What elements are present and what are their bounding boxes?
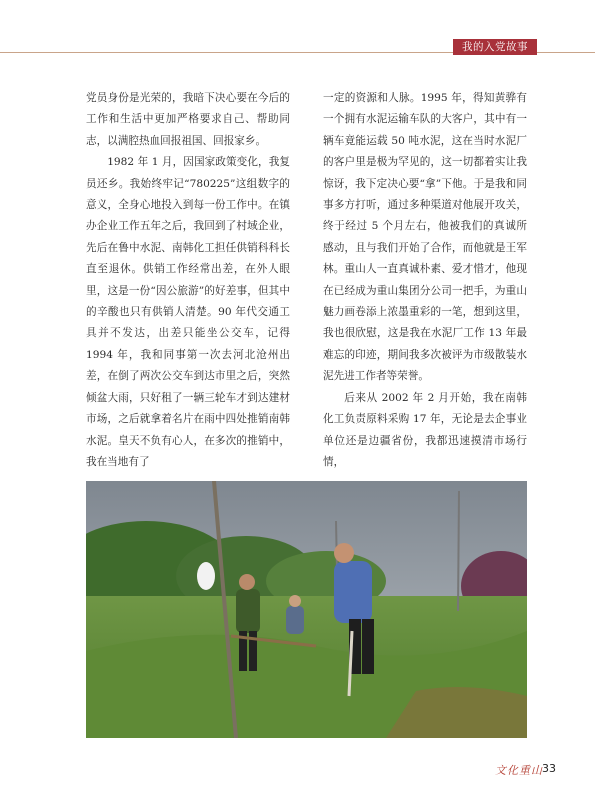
left-column xyxy=(86,88,290,473)
paragraph: 一定的资源和人脉。1995 年，得知黄骅有一个拥有水泥运输车队的大客户，其中有一辆车竟能运载 50 吨水泥，这在当时水泥厂的客户里是极为罕见的，这一切都着实让我惊讶，我下定决心要“拿”下他。于是我和同事多方打听，通过多种渠道对他展开攻关，终于经过 5 个月左右，他被我们的真诚所感动，且与我们开始了合作，而他就是王军林。重山人一直真诚朴素、爱才惜才，他现在已经成为重山集团分公司一把手，为重山魅力画卷添上浓墨重彩的一笔，想到这里，我也很欣慰，这是我在水泥厂工作 13 年最难忘的印迹，期间我多次被评为市级散装水泥先进工作者等荣誉。 xyxy=(323,92,527,383)
paragraph: 党员身份是光荣的，我暗下决心要在今后的工作和生活中更加严格要求自己、帮助同志，以满腔热血回报祖国、回报家乡。 xyxy=(86,92,290,147)
right-column xyxy=(323,88,527,473)
paragraph: 1982 年 1 月，因国家政策变化，我复员还乡。我始终牢记“780225”这组数字的意义，全身心地投入到每一份工作中。在镇办企业工作五年之后，我回到了村域企业，先后在鲁中水泥、南韩化工担任供销科科长直至退休。供销工作经常出差，在外人眼里，这是一份“因公旅游”的好差事，但其中的辛酸也只有供销人清楚。90 年代交通工具并不发达，出差只能坐公交车，记得 1994 年，我和同事第一次去河北沧州出差，在倒了两次公交车到达市里之后，突然倾盆大雨，只好租了一辆三轮车才到达建材市场，之后就拿着名片在雨中四处推销南韩水泥。皇天不负有心人，在多次的推销中，我在当地有了 xyxy=(86,156,290,468)
paragraph: 后来从 2002 年 2 月开始，我在南韩化工负责原料采购 17 年，无论是去企事业单位还是边疆省份，我都迅速摸清市场行情， xyxy=(323,391,527,468)
footer-logo: 文化重山 xyxy=(495,764,543,777)
section-tag: 我的入党故事 xyxy=(453,39,537,55)
field-workers-photo xyxy=(86,481,527,738)
page-number: 33 xyxy=(542,762,556,775)
